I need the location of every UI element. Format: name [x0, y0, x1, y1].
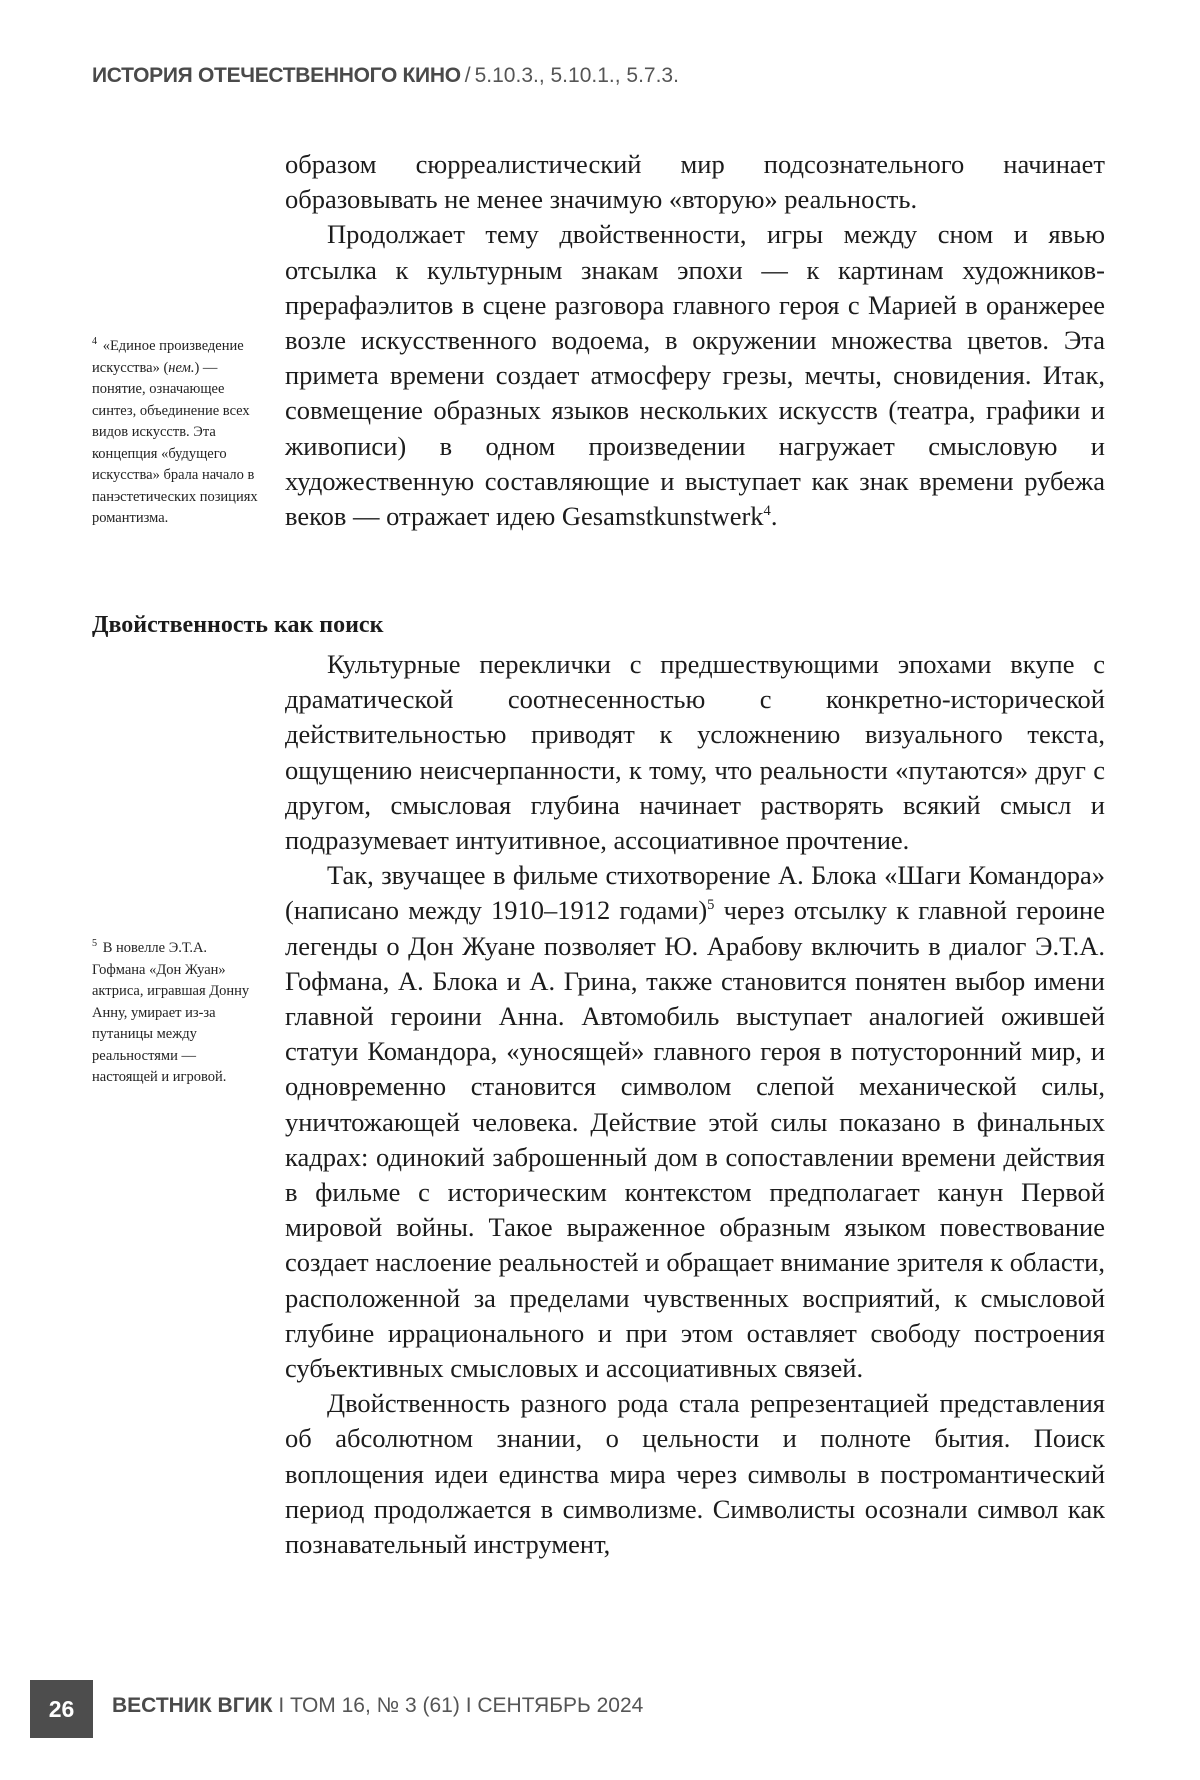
paragraph-4 — [285, 858, 1105, 1386]
footnote-4-text-a: «Единое произведение искусства» ( — [92, 338, 244, 376]
main-text-top — [285, 147, 1105, 534]
footnote-ref-4: 4 — [763, 503, 771, 520]
journal-name: ВЕСТНИК ВГИК — [112, 1694, 273, 1717]
paragraph-4-start: Так, звучащее в фильме стихотворение А. Блока «Шаги Командора» (написано между 1910–1912 годами) — [285, 860, 1105, 926]
page-number: 26 — [30, 1680, 93, 1738]
section-title: Двойственность как поиск — [92, 612, 384, 638]
footnote-4-number: 4 — [92, 336, 98, 348]
header-separator: / — [464, 64, 471, 87]
main-text-section — [285, 647, 1105, 1562]
footnote-ref-5: 5 — [707, 897, 715, 914]
paragraph-2 — [285, 217, 1105, 534]
issue-info: I ТОМ 16, № 3 (61) I СЕНТЯБРЬ 2024 — [278, 1694, 644, 1717]
running-head — [92, 64, 679, 88]
paragraph-5: Двойственность разного рода стала репрезентацией представления об абсолютном знании, о цельности и полноте бытия. Поиск воплощения идеи единства мира через символы в постромантический период продолжается в символизме. Символисты осознали символ как познавательный инструмент, — [285, 1388, 1105, 1560]
footnote-5-number: 5 — [92, 938, 98, 950]
header-section: ИСТОРИЯ ОТЕЧЕСТВЕННОГО КИНО — [92, 64, 461, 87]
paragraph-2-end: . — [770, 501, 778, 532]
footnote-5 — [92, 938, 262, 1089]
paragraph-4-rest: через отсылку к главной героине легенды о Дон Жуане позволяет Ю. Арабову включить в диалог Э.Т.А. Гофмана, А. Блока и А. Грина, также становится понятен выбор имени главной героини Анна. Автомобиль выступает аналогией ожившей статуи Командора, «уносящей» главного героя в потусторонний мир, и одновременно становится символом слепой механической силы, уничтожающей человека. Действие этой силы показано в финальных кадрах: одинокий заброшенный дом в сопоставлении времени действия в фильме с историческим контекстом предполагает канун Первой мировой войны. Такое выраженное образным языком повествование создает наслоение реальностей и обращает внимание зрителя к области, расположенной за пределами чувственных восприятий, к смысловой глубине иррационального и при этом оставляет свободу построения субъективных смысловых и ассоциативных связей. — [285, 895, 1106, 1384]
footnote-4 — [92, 336, 262, 530]
footnote-4-em: нем. — [168, 359, 195, 376]
paragraph-1: образом сюрреалистический мир подсознательного начинает образовывать не менее значимую «вторую» реальность. — [285, 149, 1105, 215]
paragraph-2-text: Продолжает тему двойственности, игры между сном и явью отсылка к культурным знакам эпохи — к картинам художников-прерафаэлитов в сцене разговора главного героя с Марией в оранжерее возле искусственного водоема, в окружении множества цветов. Эта примета времени создает атмосферу грезы, мечты, сновидения. Итак, совмещение образных языков нескольких искусств (театра, графики и живописи) в одном произведении нагружает смысловую и художественную составляющие и выступает как знак времени рубежа веков — отражает идею Gesamstkunstwerk — [285, 219, 1105, 532]
header-codes: 5.10.3., 5.10.1., 5.7.3. — [474, 64, 679, 87]
footnote-5-text: В новелле Э.Т.А. Гофмана «Дон Жуан» актриса, игравшая Донну Анну, умирает из-за путаницы между реальностями — настоящей и игровой. — [92, 940, 250, 1085]
paragraph-3: Культурные переклички с предшествующими эпохами вкупе с драматической соотнесенностью с конкретно-исторической действительностью приводят к усложнению визуального текста, ощущению неисчерпанности, к тому, что реальности «путаются» друг с другом, смысловая глубина начинает растворять всякий смысл и подразумевает интуитивное, ассоциативное прочтение. — [285, 649, 1105, 856]
footnote-4-text-b: ) — понятие, означающее синтез, объединение всех видов искусств. Эта концепция «будущего искусства» брала начало в панэстетических позициях романтизма. — [92, 359, 258, 526]
footer — [112, 1694, 643, 1718]
